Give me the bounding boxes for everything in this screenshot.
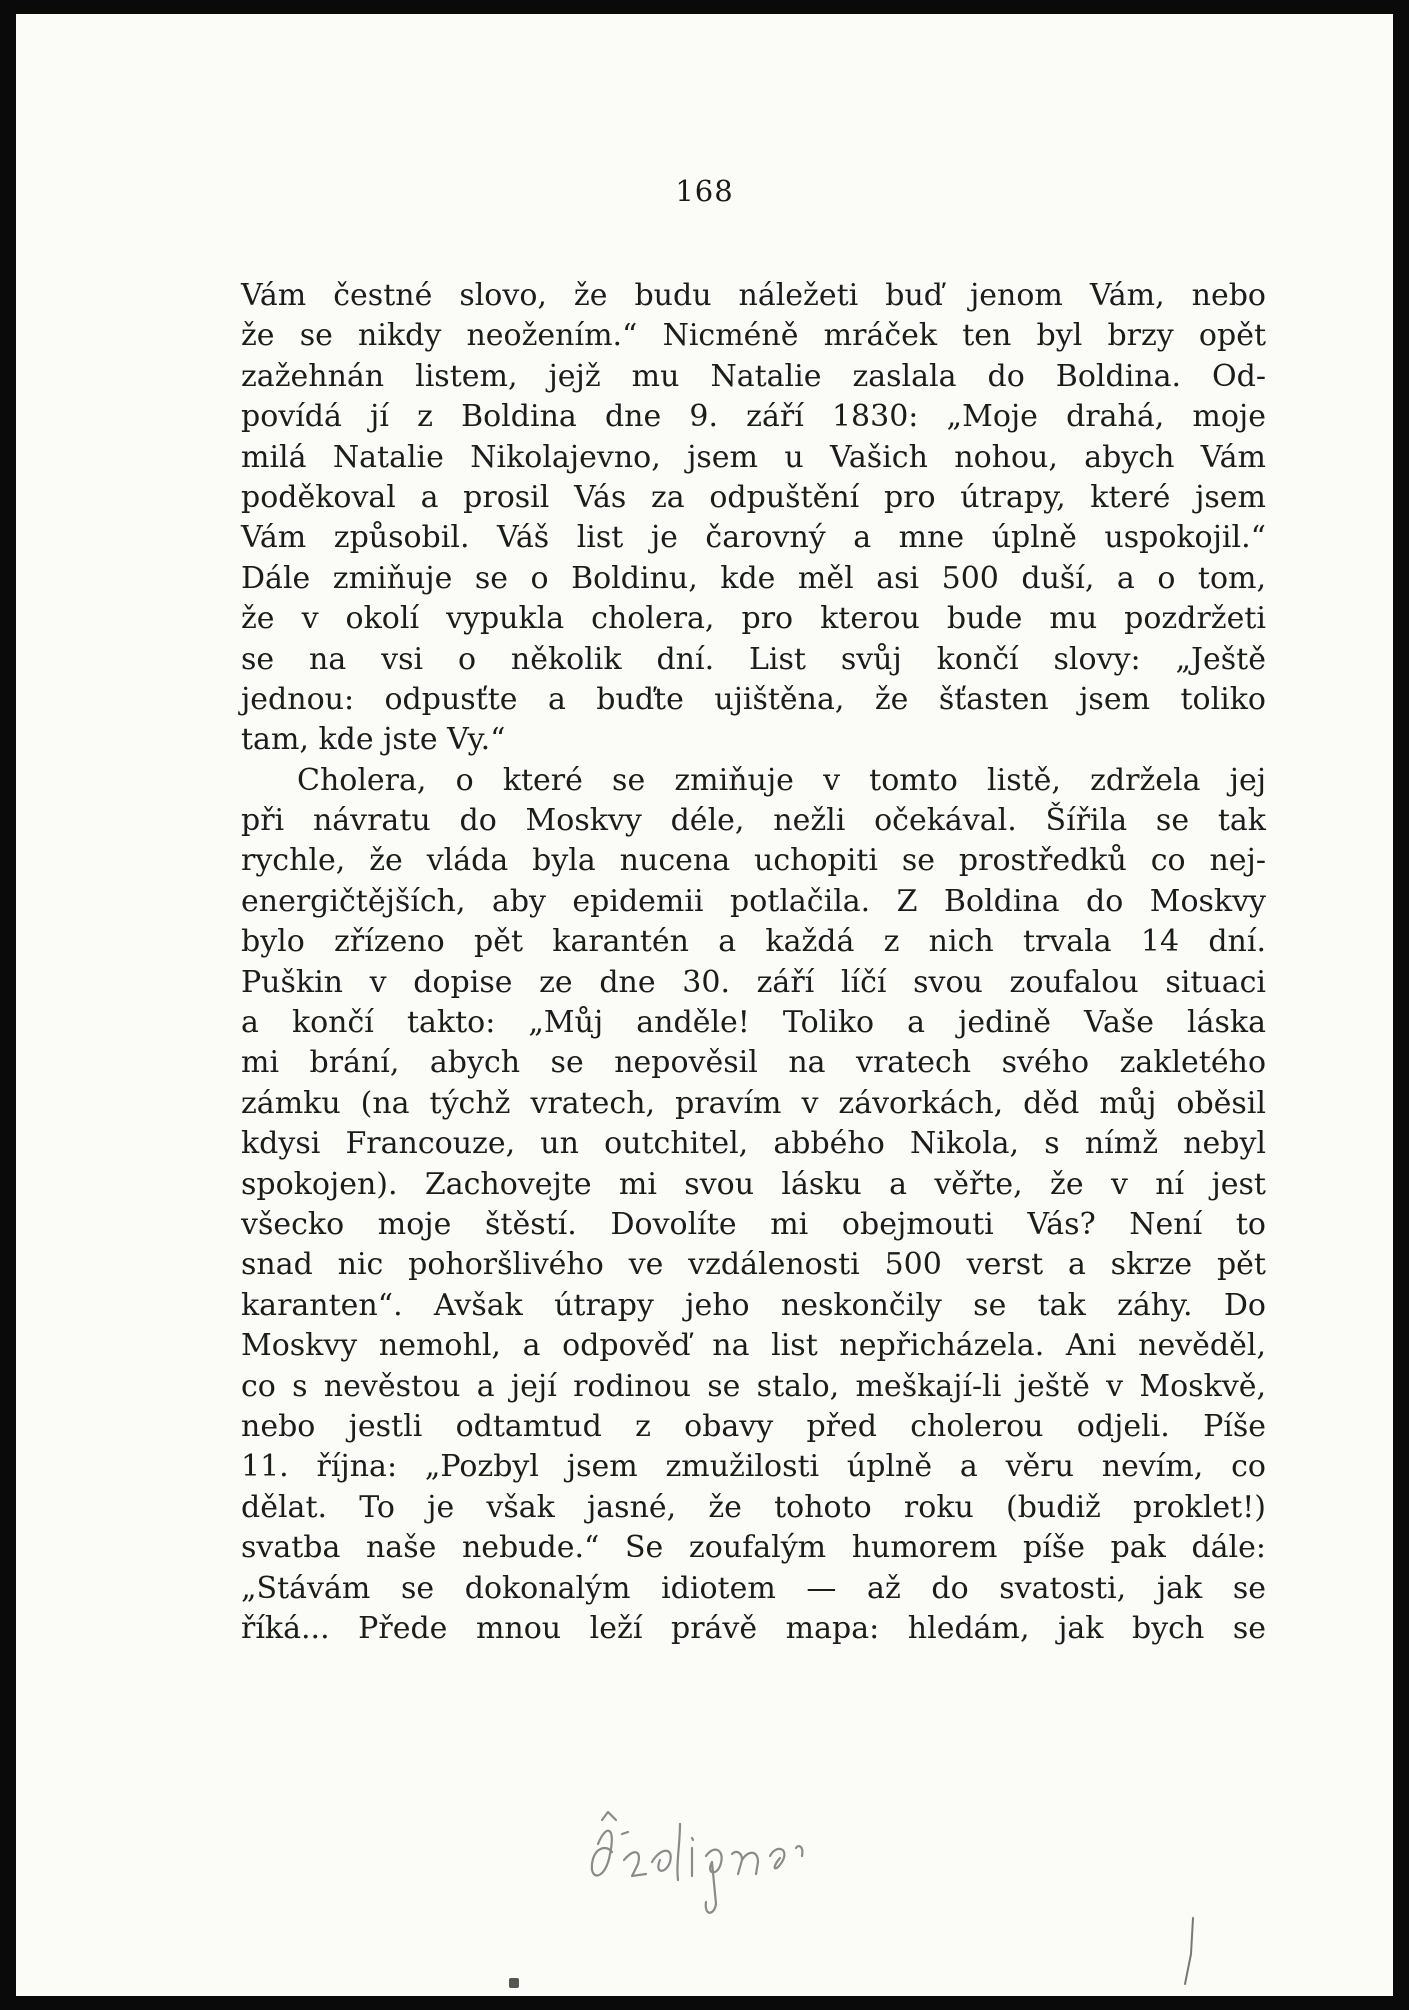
text-line: říká... Přede mnou leží právě mapa: hledám, jak bych se [241,1610,1266,1646]
text-line: dělat. To je však jasné, že tohoto roku (budiž proklet!) [241,1489,1266,1525]
text-line: rychle, že vláda byla nucena uchopiti se prostředků co nej- [241,843,1266,879]
text-line: bylo zřízeno pět karantén a každá z nich trvala 14 dní. [241,924,1266,960]
page-number: 168 [675,174,734,208]
text-line: Vám způsobil. Váš list je čarovný a mne úplně uspokojil.“ [241,520,1266,556]
text-line: poděkoval a prosil Vás za odpuštění pro útrapy, které jsem [241,479,1266,515]
book-page [16,14,1393,1996]
text-line: mi brání, abych se nepověsil na vratech svého zakletého [241,1045,1266,1081]
text-line: Vám čestné slovo, že budu náležeti buď jenom Vám, nebo [241,278,1266,313]
text-line: tam, kde jste Vy.“ [241,722,506,758]
scan-speck [509,1978,519,1988]
margin-mark [1171,1914,1211,1994]
text-line: jednou: odpusťte a buďte ujištěna, že šťasten jsem toliko [241,681,1266,717]
text-line: „Stávám se dokonalým idiotem — až do svatosti, jak se [241,1570,1266,1606]
text-line: milá Natalie Nikolajevno, jsem u Vašich nohou, abych Vám [241,439,1266,475]
text-line: zažehnán listem, jejž mu Natalie zaslala do Boldina. Od- [241,358,1266,394]
text-line: 11. října: „Pozbyl jsem zmužilosti úplně a věru nevím, co [241,1449,1266,1485]
handwritten-note [576,1804,876,1924]
text-line: Dále zmiňuje se o Boldinu, kde měl asi 500 duší, a o tom, [241,560,1266,596]
text-line: nebo jestli odtamtud z obavy před cholerou odjeli. Píše [241,1408,1266,1444]
text-line: povídá jí z Boldina dne 9. září 1830: „Moje drahá, moje [241,399,1266,435]
text-line: že se nikdy neožením.“ Nicméně mráček ten byl brzy opět [241,318,1266,354]
text-line: všecko moje štěstí. Dovolíte mi obejmouti Vás? Není to [241,1206,1266,1242]
text-line: snad nic pohoršlivého ve vzdálenosti 500 verst a skrze pět [241,1247,1266,1283]
text-line: karanten“. Avšak útrapy jeho neskončily se tak záhy. Do [241,1287,1266,1323]
text-line: spokojen). Zachovejte mi svou lásku a věřte, že v ní jest [241,1166,1266,1202]
body-text [241,276,1266,1649]
text-line: svatba naše nebude.“ Se zoufalým humorem píše pak dále: [241,1530,1266,1566]
text-line: co s nevěstou a její rodinou se stalo, meškají-li ještě v Moskvě, [241,1368,1266,1404]
text-line: a končí takto: „Můj anděle! Toliko a jedině Vaše láska [241,1005,1266,1041]
text-line: že v okolí vypukla cholera, pro kterou bude mu pozdržeti [241,601,1266,637]
text-line: energičtějších, aby epidemii potlačila. Z Boldina do Moskvy [241,883,1266,919]
paragraph-start-line: Cholera, o které se zmiňuje v tomto listě, zdržela jej [297,762,1266,798]
text-line: se na vsi o několik dní. List svůj končí slovy: „Ještě [241,641,1266,677]
text-line: Puškin v dopise ze dne 30. září líčí svou zoufalou situaci [241,964,1266,1000]
text-line: zámku (na týchž vratech, pravím v závorkách, děd můj oběsil [241,1085,1266,1121]
text-line: při návratu do Moskvy déle, nežli očekával. Šířila se tak [241,803,1266,839]
text-line: kdysi Francouze, un outchitel, abbého Nikola, s nímž nebyl [241,1126,1266,1162]
text-line: Moskvy nemohl, a odpověď na list nepřicházela. Ani nevěděl, [241,1328,1266,1364]
